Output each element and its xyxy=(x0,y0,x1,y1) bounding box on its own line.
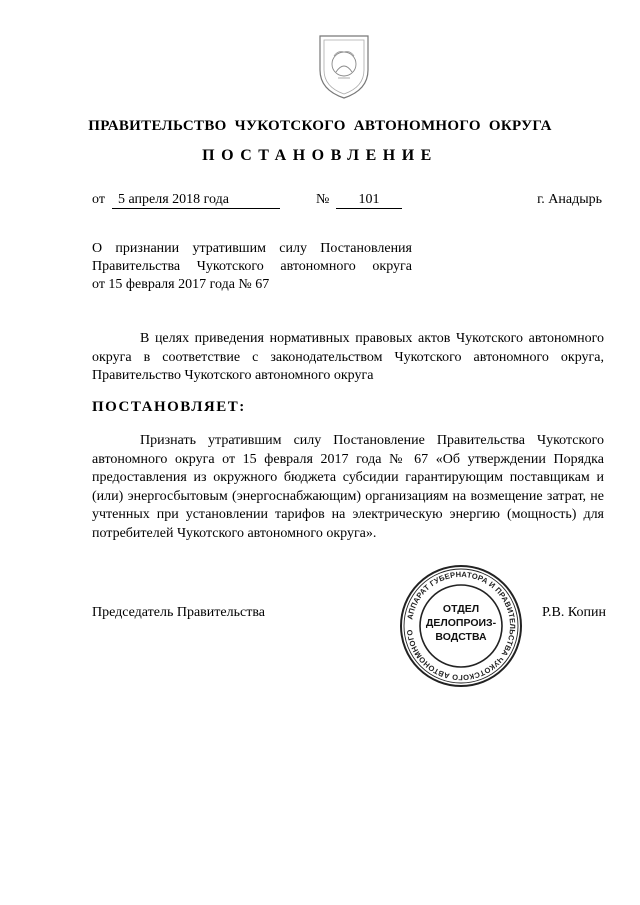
date-prefix: от xyxy=(92,192,105,207)
document-city: г. Анадырь xyxy=(537,192,602,207)
stamp-ring-text: АППАРАТ ГУБЕРНАТОРА И ПРАВИТЕЛЬСТВА ЧУКОТСКОГО АВТОНОМНОГО xyxy=(405,569,518,683)
stamp-center-line: ДЕЛОПРОИЗ- xyxy=(425,617,497,629)
number-prefix: № xyxy=(316,192,330,207)
subject-line: Правительства Чукотского автономного округа xyxy=(92,259,412,274)
stamp-center-line: ВОДСТВА xyxy=(435,631,487,643)
document-number: 101 xyxy=(336,192,402,209)
document-subject xyxy=(92,240,412,294)
government-title: ПРАВИТЕЛЬСТВО ЧУКОТСКОГО АВТОНОМНОГО ОКРУГА xyxy=(88,118,552,134)
decision-paragraph: Признать утратившим силу Постановление Правительства Чукотского автономного округа от 15 февраля 2017 года № 67 «Об утверждении Порядка предоставления из окружного бюджета субсидии гарантирующим поставщикам и (или) энергосбытовым (энергоснабжающим) организациям на возмещение затрат, не учтенных при установлении тарифов на электрическую энергию (мощность) для потребителей Чукотского автономного округа». xyxy=(92,433,604,541)
document-date: 5 апреля 2018 года xyxy=(112,192,280,209)
document-type-heading: ПОСТАНОВЛЕНИЕ xyxy=(202,147,438,164)
subject-line: О признании утратившим силу Постановления xyxy=(92,241,412,256)
signer-name: Р.В. Копин xyxy=(542,605,606,620)
decree-word: ПОСТАНОВЛЯЕТ: xyxy=(92,399,246,415)
official-stamp xyxy=(398,563,524,689)
signer-title: Председатель Правительства xyxy=(92,605,265,620)
subject-line: от 15 февраля 2017 года № 67 xyxy=(92,277,270,292)
stamp-center-line: ОТДЕЛ xyxy=(442,603,480,615)
coat-of-arms-icon xyxy=(312,30,376,102)
preamble-paragraph: В целях приведения нормативных правовых актов Чукотского автономного округа в соответствие с законодательством Чукотского автономного округа, Правительство Чукотского автономного округа xyxy=(92,331,604,383)
